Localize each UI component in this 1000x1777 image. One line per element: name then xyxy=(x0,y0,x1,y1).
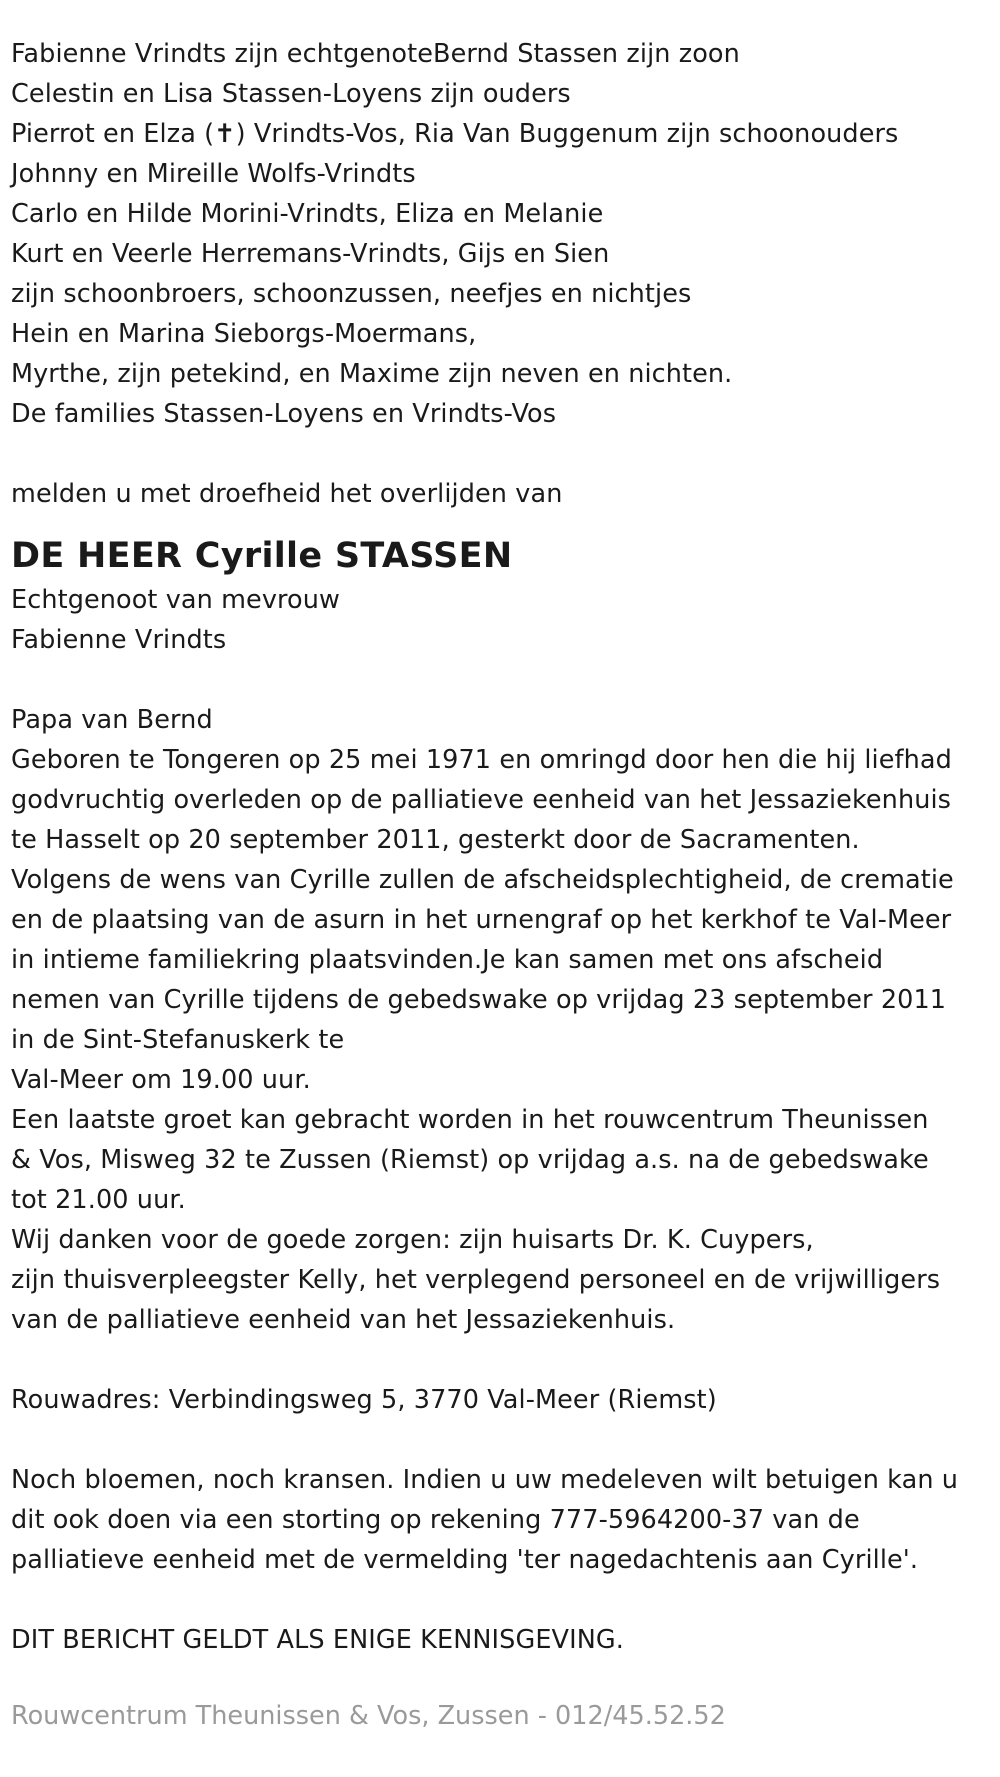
details-line: Wij danken voor de goede zorgen: zijn huisarts Dr. K. Cuypers, xyxy=(11,1225,814,1255)
donation-line: palliatieve eenheid met de vermelding 'ter nagedachtenis aan Cyrille'. xyxy=(11,1545,919,1575)
spouse-line: Fabienne Vrindts xyxy=(11,625,227,655)
details-line: Volgens de wens van Cyrille zullen de afscheidsplechtigheid, de crematie xyxy=(11,865,954,895)
details-line: Geboren te Tongeren op 25 mei 1971 en omringd door hen die hij liefhad xyxy=(11,745,952,775)
details-line: Een laatste groet kan gebracht worden in het rouwcentrum Theunissen xyxy=(11,1105,929,1135)
spacer xyxy=(11,1420,989,1460)
details-line: in intieme familiekring plaatsvinden.Je kan samen met ons afscheid xyxy=(11,945,884,975)
family-line: Johnny en Mireille Wolfs-Vrindts xyxy=(11,159,416,189)
spacer xyxy=(11,514,989,532)
details-line: nemen van Cyrille tijdens de gebedswake op vrijdag 23 september 2011 xyxy=(11,985,947,1015)
spouse-line: Echtgenoot van mevrouw xyxy=(11,585,340,615)
details-line: tot 21.00 uur. xyxy=(11,1185,186,1215)
details-line: van de palliatieve eenheid van het Jessaziekenhuis. xyxy=(11,1305,676,1335)
families-block xyxy=(11,34,989,434)
details-line: zijn thuisverpleegster Kelly, het verplegend personeel en de vrijwilligers xyxy=(11,1265,941,1295)
family-line: Carlo en Hilde Morini-Vrindts, Eliza en Melanie xyxy=(11,199,604,229)
details-block xyxy=(11,700,989,1340)
deceased-title: DE HEER Cyrille STASSEN xyxy=(11,536,513,576)
spouse-block xyxy=(11,580,989,660)
donation-line: Noch bloemen, noch kransen. Indien u uw medeleven wilt betuigen kan u xyxy=(11,1465,959,1495)
family-line: Fabienne Vrindts zijn echtgenoteBernd Stassen zijn zoon xyxy=(11,39,740,69)
mourning-address: Rouwadres: Verbindingsweg 5, 3770 Val-Meer (Riemst) xyxy=(11,1385,717,1415)
details-line: en de plaatsing van de asurn in het urnengraf op het kerkhof te Val-Meer xyxy=(11,905,952,935)
family-line: zijn schoonbroers, schoonzussen, neefjes en nichtjes xyxy=(11,279,692,309)
details-line: te Hasselt op 20 september 2011, gesterkt door de Sacramenten. xyxy=(11,825,860,855)
details-line: godvruchtig overleden op de palliatieve eenheid van het Jessaziekenhuis xyxy=(11,785,952,815)
family-line: Myrthe, zijn petekind, en Maxime zijn neven en nichten. xyxy=(11,359,733,389)
donation-block xyxy=(11,1460,989,1580)
sole-notice: DIT BERICHT GELDT ALS ENIGE KENNISGEVING. xyxy=(11,1625,624,1655)
family-line: Kurt en Veerle Herremans-Vrindts, Gijs en Sien xyxy=(11,239,610,269)
family-line: Pierrot en Elza (✝) Vrindts-Vos, Ria Van Buggenum zijn schoonouders xyxy=(11,119,899,149)
details-line: in de Sint-Stefanuskerk te xyxy=(11,1025,345,1055)
family-line: Celestin en Lisa Stassen-Loyens zijn ouders xyxy=(11,79,571,109)
family-line: De families Stassen-Loyens en Vrindts-Vos xyxy=(11,399,557,429)
spacer xyxy=(11,1580,989,1620)
details-line: & Vos, Misweg 32 te Zussen (Riemst) op vrijdag a.s. na de gebedswake xyxy=(11,1145,929,1175)
spacer xyxy=(11,660,989,700)
announcement-text: melden u met droefheid het overlijden van xyxy=(11,479,563,509)
family-line: Hein en Marina Sieborgs-Moermans, xyxy=(11,319,477,349)
details-line: Val-Meer om 19.00 uur. xyxy=(11,1065,311,1095)
details-line: Papa van Bernd xyxy=(11,705,213,735)
donation-line: dit ook doen via een storting op rekening 777-5964200-37 van de xyxy=(11,1505,860,1535)
spacer xyxy=(11,1340,989,1380)
funeral-home-footer: Rouwcentrum Theunissen & Vos, Zussen - 012/45.52.52 xyxy=(11,1701,726,1731)
spacer xyxy=(11,434,989,474)
